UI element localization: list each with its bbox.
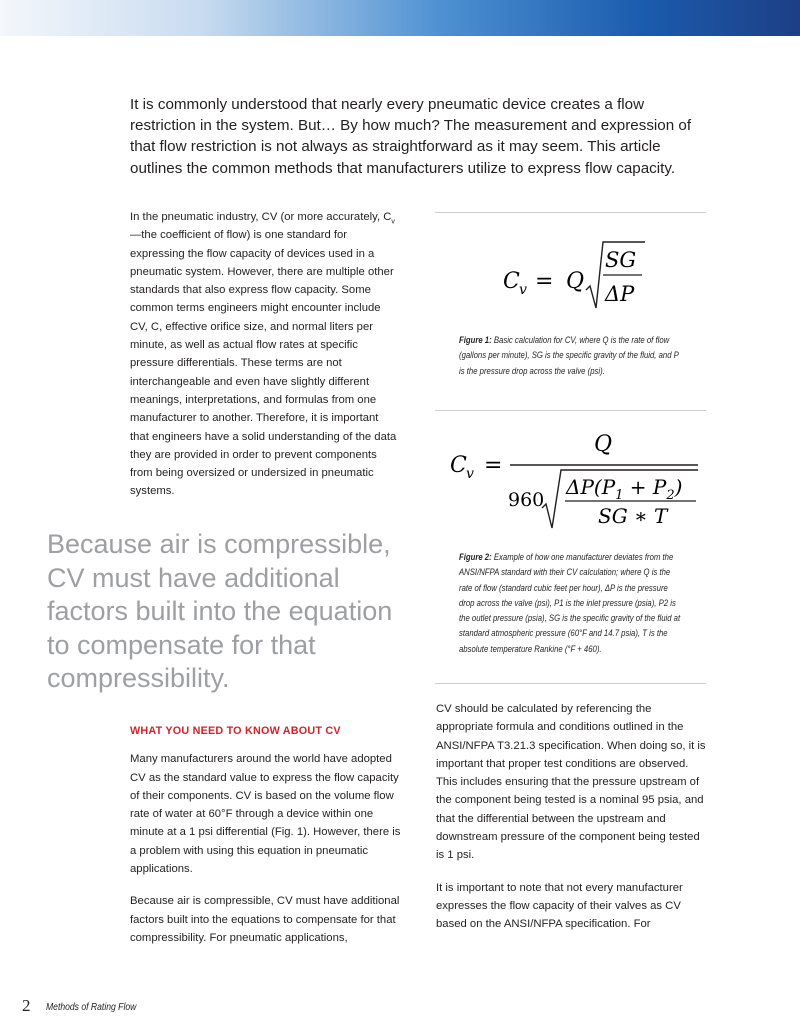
figure1-top-rule	[435, 212, 706, 213]
figure1-formula	[495, 238, 655, 314]
intro-paragraph	[130, 94, 710, 179]
section-paragraph-2: Because air is compressible, CV must have additional factors built into the equations to compensate for that compressibility. For pneumatic applications,	[130, 895, 400, 944]
f1-q: Q	[566, 269, 585, 294]
f1-numerator: SG	[605, 248, 637, 272]
footer-title: Methods of Rating Flow	[46, 1002, 137, 1013]
figure1-caption-text: Basic calculation for CV, where Q is the rate of flow (gallons per minute), SG is the specific gravity of the fluid, and P is the pressure drop across the valve (psi).	[459, 335, 679, 376]
figure1-label: Figure 1:	[459, 335, 492, 345]
f2-inner-numerator: $\Delta P(P_1 + P_2)$	[566, 475, 683, 503]
section-paragraph-1: Many manufacturers around the world have adopted CV as the standard value to express the flow capacity of their components. CV is based on the volume flow rate of water at 60°F through a device within one minute at a 1 psi differential (Fig. 1). However, there is a problem with using this equation in pneumatic applications.	[130, 753, 401, 876]
figure2-caption	[459, 550, 684, 657]
pull-quote	[47, 528, 407, 696]
f2-numerator: Q	[594, 432, 613, 457]
right-paragraph-2: It is important to note that not every manufacturer expresses the flow capacity of their valves as CV based on the ANSI/NFPA specification. For	[436, 881, 683, 931]
f1-lhs: C	[503, 269, 520, 294]
f2-coefficient: 960	[508, 489, 545, 511]
figure2-bottom-rule	[435, 683, 706, 684]
left-paragraph	[130, 208, 400, 501]
f2-lhs-sub: v	[466, 466, 474, 482]
f2-lhs: C	[450, 453, 467, 478]
cv-section	[130, 722, 405, 961]
intro-text: It is commonly understood that nearly every pneumatic device creates a flow restriction in the system. But… By how much? The measurement and expression of that flow restriction is not always as straightforward as it may seem. This article outlines the common methods that manufacturers utilize to express flow capacity.	[130, 96, 692, 177]
left-column	[130, 208, 400, 501]
right-paragraph-1: CV should be calculated by referencing the appropriate formula and conditions outlined in the ANSI/NFPA T3.21.3 specification. When doing so, it is important that proper test conditions are observed. This includes ensuring that the pressure upstream of the component being tested is a nominal 95 psia, and that the differential between the upstream and downstream pressure of the component being tested is 1 psi.	[436, 703, 706, 862]
f1-equals: =	[535, 269, 554, 294]
f2-inner-denominator: SG ∗ T	[598, 504, 668, 528]
right-column	[436, 700, 711, 948]
figure2-label: Figure 2:	[459, 552, 492, 562]
f1-denominator: ΔP	[605, 282, 635, 306]
figure2-formula	[448, 426, 708, 532]
f2-equals: =	[484, 453, 503, 478]
section-heading: WHAT YOU NEED TO KNOW ABOUT CV	[130, 725, 341, 737]
header-gradient-bar	[0, 0, 800, 36]
cv-subscript: v	[391, 218, 395, 226]
left-paragraph-rest: —the coefficient of flow) is one standard for expressing the flow capacity of devices used in a pneumatic system. However, there are multiple other standards that also express flow capacity. Some common terms engineers might encounter include CV, C, effective orifice size, and normal liters per minute, as well as actual flow rates at specific pressure differentials. These terms are not interchangeable and even have slightly different meanings, interpretations, and formulas from one manufacturer to another. Therefore, it is important that engineers have a solid understanding of the data they are provided in order to prevent components from being oversized or undersized in pneumatic systems.	[130, 229, 397, 498]
figure1-caption	[459, 333, 684, 379]
figure1-bottom-rule	[435, 410, 706, 411]
f1-lhs-sub: v	[519, 282, 527, 298]
left-paragraph-start: In the pneumatic industry, CV (or more accurately, C	[130, 211, 392, 223]
figure2-caption-text: Example of how one manufacturer deviates from the ANSI/NFPA standard with their CV calculation; where Q is the rate of flow (standard cubic feet per hour), ΔP is the pressure drop across the valve (psi), P1 is the inlet pressure (psia), P2 is the outlet pressure (psia), SG is the specific gravity of the fluid at standard atmospheric pressure (60°F and 14.7 psia), T is the absolute temperature Rankine (°F + 460).	[459, 552, 681, 654]
page-number: 2	[22, 996, 31, 1015]
pull-quote-text: Because air is compressible, CV must have additional factors built into the equation to compensate for that compressibility.	[47, 529, 393, 693]
